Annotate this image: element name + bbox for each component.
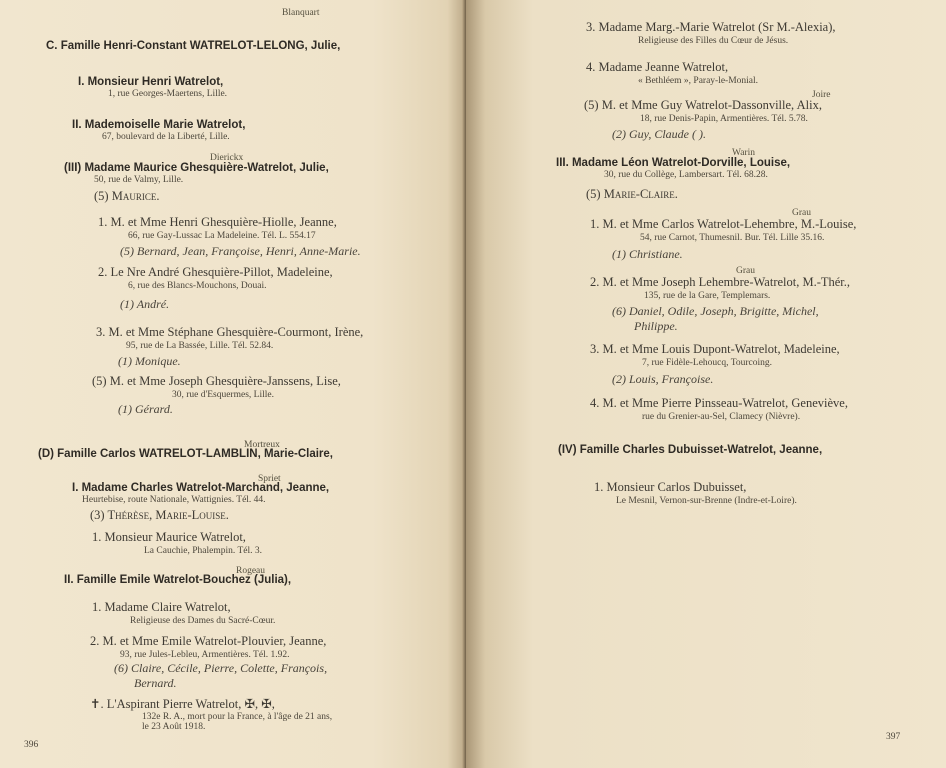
- children-line: (1) Gérard.: [118, 402, 173, 416]
- children-line: (1) Monique.: [118, 354, 181, 368]
- entry-address: 66, rue Gay-Lussac La Madeleine. Tél. L. 554.17: [128, 231, 316, 241]
- entry: [556, 157, 790, 202]
- entry-name: 4. M. et Mme Pierre Pinsseau-Watrelot, Geneviève,: [590, 396, 848, 410]
- entry: [586, 20, 836, 47]
- entry-name: 1. Monsieur Carlos Dubuisset,: [594, 480, 747, 494]
- entry: [98, 265, 333, 312]
- entry-address: 93, rue Jules-Lebleu, Armentières. Tél. 1.92.: [120, 650, 290, 660]
- entry-address: 132e R. A., mort pour la France, à l'âge de 21 ans,: [142, 712, 333, 722]
- maiden-name-label: Spriet: [258, 474, 281, 484]
- entry: [92, 374, 341, 417]
- entry-name: 2. M. et Mme Emile Watrelot-Plouvier, Jeanne,: [90, 634, 327, 648]
- entry-address: Religieuse des Dames du Sacré-Cœur.: [130, 616, 276, 626]
- entry-name: ✝. L'Aspirant Pierre Watrelot, ✠, ✠,: [90, 697, 275, 711]
- entry: [590, 217, 856, 262]
- entry-name: 2. M. et Mme Joseph Lehembre-Watrelot, M.-Thér.,: [590, 275, 851, 289]
- children-line: (3) Thérèse, Marie-Louise.: [90, 508, 229, 522]
- entry: [584, 98, 822, 142]
- right-page: [466, 0, 946, 768]
- family-heading: II. Famille Emile Watrelot-Bouchez (Julia),: [64, 574, 292, 586]
- entry-name: 2. Le Nre André Ghesquière-Pillot, Madeleine,: [98, 265, 333, 279]
- entry-address: Religieuse des Filles du Cœur de Jésus.: [638, 36, 789, 46]
- maiden-name-label: Warin: [732, 148, 755, 158]
- maiden-name-label: Blanquart: [282, 8, 320, 18]
- entry-name: I. Madame Charles Watrelot-Marchand, Jeanne,: [72, 482, 330, 494]
- entry: [590, 342, 840, 387]
- entry: [90, 634, 327, 691]
- maiden-name-label: Dierickx: [210, 153, 244, 163]
- children-line: (2) Guy, Claude ( ).: [612, 127, 706, 141]
- maiden-name-label: Joire: [812, 90, 831, 100]
- entry-name: 1. M. et Mme Carlos Watrelot-Lehembre, M.-Louise,: [590, 217, 857, 231]
- entry-name: 1. Monsieur Maurice Watrelot,: [92, 530, 246, 544]
- entry: [92, 530, 262, 557]
- entry-address: 30, rue d'Esquermes, Lille.: [172, 390, 274, 400]
- page-number: 396: [24, 740, 39, 750]
- entry-name: II. Mademoiselle Marie Watrelot,: [72, 119, 246, 131]
- children-line: Bernard.: [134, 676, 177, 690]
- entry-name: 1. Madame Claire Watrelot,: [92, 600, 231, 614]
- entry-address: rue du Grenier-au-Sel, Clamecy (Nièvre).: [642, 412, 801, 422]
- entry-address: 30, rue du Collège, Lambersart. Tél. 68.28.: [604, 170, 768, 180]
- entry-name: 3. M. et Mme Stéphane Ghesquière-Courmont, Irène,: [96, 325, 364, 339]
- entry-address: 7, rue Fidèle-Lehoucq, Tourcoing.: [642, 358, 773, 368]
- entry-name: 4. Madame Jeanne Watrelot,: [586, 60, 729, 74]
- entry-name: (III) Madame Maurice Ghesquière-Watrelot, Julie,: [64, 162, 329, 174]
- entry-name: 3. Madame Marg.-Marie Watrelot (Sr M.-Alexia),: [586, 20, 836, 34]
- children-line: (6) Daniel, Odile, Joseph, Brigitte, Michel,: [612, 304, 819, 318]
- children-line: (6) Claire, Cécile, Pierre, Colette, François,: [114, 661, 328, 675]
- entry: [72, 482, 329, 523]
- children-line: (2) Louis, Françoise.: [612, 372, 714, 386]
- entry-address: 54, rue Carnot, Thumesnil. Bur. Tél. Lille 35.16.: [640, 233, 825, 243]
- entry-address: 67, boulevard de la Liberté, Lille.: [102, 132, 230, 142]
- left-page: [0, 0, 466, 768]
- entry: [90, 696, 332, 732]
- entry: [72, 119, 245, 143]
- entry-address: 18, rue Denis-Papin, Armentières. Tél. 5.78.: [640, 114, 808, 124]
- family-heading: (D) Famille Carlos WATRELOT-LAMBLIN, Marie-Claire,: [38, 448, 333, 460]
- entry: [96, 325, 363, 369]
- entry-address: 50, rue de Valmy, Lille.: [94, 175, 184, 185]
- maiden-name-label: Grau: [736, 266, 755, 276]
- maiden-name-label: Mortreux: [244, 440, 280, 450]
- children-line: (1) André.: [120, 297, 170, 311]
- entry-name: (5) M. et Mme Guy Watrelot-Dassonville, Alix,: [584, 98, 822, 112]
- entry-name: I. Monsieur Henri Watrelot,: [78, 76, 224, 88]
- entry-address: La Cauchie, Phalempin. Tél. 3.: [144, 546, 263, 556]
- entry-address: Le Mesnil, Vernon-sur-Brenne (Indre-et-Loire).: [616, 496, 797, 506]
- entry-address: Heurtebise, route Nationale, Wattignies. Tél. 44.: [82, 495, 266, 505]
- entry-address: le 23 Août 1918.: [142, 722, 206, 732]
- children-line: (5) Marie-Claire.: [586, 187, 678, 201]
- entry-name: III. Madame Léon Watrelot-Dorville, Louise,: [556, 157, 791, 169]
- entry-address: « Bethléem », Paray-le-Monial.: [638, 76, 759, 86]
- entry-address: 135, rue de la Gare, Templemars.: [644, 291, 771, 301]
- entry: [64, 162, 329, 204]
- children-line: (1) Christiane.: [612, 247, 683, 261]
- maiden-name-label: Grau: [792, 208, 811, 218]
- entry-name: 1. M. et Mme Henri Ghesquière-Hiolle, Jeanne,: [98, 215, 337, 229]
- entry: [92, 600, 275, 627]
- entry-name: (5) M. et Mme Joseph Ghesquière-Janssens, Lise,: [92, 374, 341, 388]
- entry-address: 6, rue des Blancs-Mouchons, Douai.: [128, 281, 267, 291]
- entry: [98, 215, 361, 259]
- page-number: 397: [886, 732, 901, 742]
- entry-name: 3. M. et Mme Louis Dupont-Watrelot, Madeleine,: [590, 342, 840, 356]
- children-line: (5) Maurice.: [94, 189, 160, 203]
- children-line: Philippe.: [634, 319, 678, 333]
- entry: [590, 396, 848, 423]
- family-heading: (IV) Famille Charles Dubuisset-Watrelot, Jeanne,: [558, 444, 823, 456]
- maiden-name-label: Rogeau: [236, 566, 266, 576]
- children-line: (5) Bernard, Jean, Françoise, Henri, Anne-Marie.: [120, 244, 361, 258]
- entry: [594, 480, 797, 507]
- entry-address: 95, rue de La Bassée, Lille. Tél. 52.84.: [126, 341, 274, 351]
- entry-address: 1, rue Georges-Maertens, Lille.: [108, 89, 228, 99]
- entry: [586, 60, 758, 87]
- family-heading: C. Famille Henri-Constant WATRELOT-LELONG, Julie,: [46, 40, 341, 52]
- entry: [590, 275, 850, 334]
- entry: [78, 76, 227, 100]
